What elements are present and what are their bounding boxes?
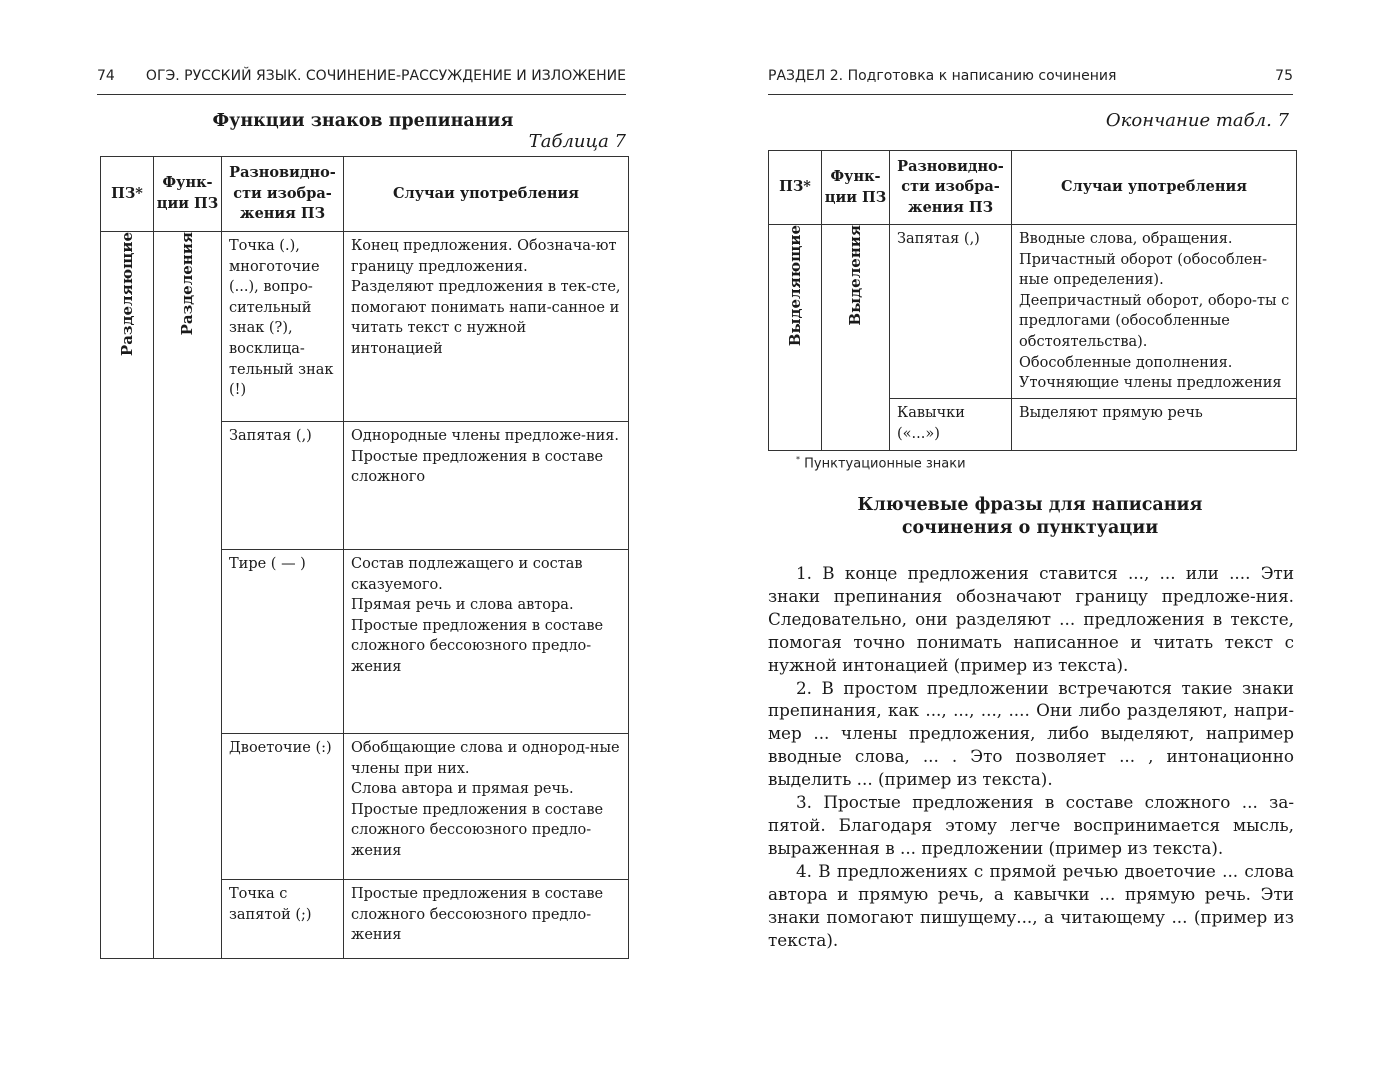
usage-line: Выделяют прямую речь xyxy=(1019,405,1203,421)
usage-cell xyxy=(344,880,628,946)
usage-cell xyxy=(344,550,628,678)
group-pz-cell xyxy=(769,225,822,451)
header-variants: Разновидно-сти изобра-жения ПЗ xyxy=(222,157,344,232)
usage-cell xyxy=(344,734,628,862)
table-header-row xyxy=(769,151,1297,225)
sign-cell: Запятая (,) xyxy=(229,428,312,444)
sign-cell: Двоеточие (:) xyxy=(229,740,332,756)
group-function-cell xyxy=(822,225,890,451)
usage-line: Конец предложения. Обознача-ют границу предложения. xyxy=(351,238,617,275)
usage-line: Однородные члены предложе-ния. xyxy=(351,428,620,444)
running-head: ОГЭ. РУССКИЙ ЯЗЫК. СОЧИНЕНИЕ-РАССУЖДЕНИЕ И ИЗЛОЖЕНИЕ xyxy=(145,68,626,84)
table-header-row xyxy=(101,157,629,232)
section-title: Ключевые фразы для написания сочинения о пунктуации xyxy=(857,495,1203,538)
left-page xyxy=(0,0,695,1080)
header-pz: ПЗ* xyxy=(101,157,154,232)
page-number: 74 xyxy=(97,68,115,84)
punctuation-table-continued xyxy=(768,150,1297,451)
group-pz-label: Выделяющие xyxy=(785,225,804,347)
table-row xyxy=(769,225,1297,399)
usage-line: Причастный оборот (обособлен-ные определения). xyxy=(1019,251,1268,289)
header-rule xyxy=(768,94,1293,95)
footnote-text: Пунктуационные знаки xyxy=(804,456,966,472)
header-rule xyxy=(97,94,626,95)
group-function-label: Выделения xyxy=(846,225,865,326)
usage-line: Вводные слова, обращения. xyxy=(1019,231,1233,247)
usage-line: Простые предложения в составе сложного бессоюзного предло-жения xyxy=(351,801,604,859)
running-head: РАЗДЕЛ 2. Подготовка к написанию сочинения xyxy=(768,68,1117,84)
usage-line: Слова автора и прямая речь. xyxy=(351,781,574,798)
paragraph: 1. В конце предложения ставится ..., ... или .... Эти знаки препинания обозначают границу предложе-ния. Следовательно, они разделяют ... предложения в тексте, помогая точно понимать написанное и читать текст с нужной интонацией (пример из текста). xyxy=(768,563,1294,675)
right-page xyxy=(695,0,1391,1080)
paragraph: 4. В предложениях с прямой речью двоеточие ... слова автора и прямую речь, а кавычки ... прямую речь. Эти знаки помогают пишущему..., а читающему ... (пример из текста). xyxy=(768,860,1294,950)
key-phrases xyxy=(768,562,1294,951)
usage-line: Обособленные дополнения. xyxy=(1019,354,1233,371)
table-row xyxy=(101,232,629,422)
sign-cell: Запятая (,) xyxy=(897,231,980,247)
paragraph: 3. Простые предложения в составе сложного ... за-пятой. Благодаря этому легче воспринимается мысль, выраженная в ... предложении (пример из текста). xyxy=(768,792,1294,858)
header-usage: Случаи употребления xyxy=(344,157,629,232)
usage-line: Простые предложения в составе сложного бессоюзного предло-жения xyxy=(351,617,604,675)
page-number: 75 xyxy=(1275,68,1293,84)
footnote xyxy=(796,455,966,471)
usage-cell xyxy=(344,232,628,360)
usage-line: Обобщающие слова и однород-ные члены при них. xyxy=(351,740,620,777)
group-function-label: Разделения xyxy=(178,232,197,336)
header-pz: ПЗ* xyxy=(769,151,822,225)
header-functions: Функ-ции ПЗ xyxy=(822,151,890,225)
usage-line: Простые предложения в составе сложного бессоюзного предло-жения xyxy=(351,886,604,944)
usage-cell xyxy=(344,422,628,488)
header-variants: Разновидно-сти изобра-жения ПЗ xyxy=(890,151,1012,225)
punctuation-table xyxy=(100,156,629,959)
group-pz-label: Разделяющие xyxy=(117,232,136,357)
header-usage: Случаи употребления xyxy=(1012,151,1297,225)
table-caption: Окончание табл. 7 xyxy=(1105,110,1289,131)
sign-cell: Точка (.), многоточие (...), вопро-сительный знак (?), восклица-тельный знак (!) xyxy=(229,238,334,399)
paragraph: 2. В простом предложении встречаются такие знаки препинания, как ..., ..., ..., .... Они либо разделяют, напри-мер ... члены предложения, либо выделяют, например вводные слова, ... . Это позволяет ... , интонационно выделить ... (пример из текста). xyxy=(768,677,1294,790)
sign-cell: Тире ( — ) xyxy=(229,556,306,572)
header-functions: Функ-ции ПЗ xyxy=(154,157,222,232)
sign-cell: Точка с запятой (;) xyxy=(229,886,312,923)
group-function-cell xyxy=(154,232,222,959)
sign-cell: Кавычки («...») xyxy=(897,405,965,442)
table-caption: Таблица 7 xyxy=(528,131,626,152)
usage-line: Уточняющие члены предложения xyxy=(1019,375,1282,392)
group-pz-cell xyxy=(101,232,154,959)
usage-cell xyxy=(1012,399,1296,424)
usage-cell xyxy=(1012,225,1296,394)
usage-line: Простые предложения в составе сложного xyxy=(351,448,604,486)
usage-line: Состав подлежащего и состав сказуемого. xyxy=(351,556,583,593)
usage-line: Разделяют предложения в тек-сте, помогают понимать напи-санное и читать текст с нужной интонацией xyxy=(351,279,621,357)
usage-line: Деепричастный оборот, оборо-ты с предлогами (обособленные обстоятельства). xyxy=(1019,292,1290,350)
footnote-mark: * xyxy=(796,455,800,464)
usage-line: Прямая речь и слова автора. xyxy=(351,597,574,614)
page-title: Функции знаков препинания xyxy=(212,111,514,131)
